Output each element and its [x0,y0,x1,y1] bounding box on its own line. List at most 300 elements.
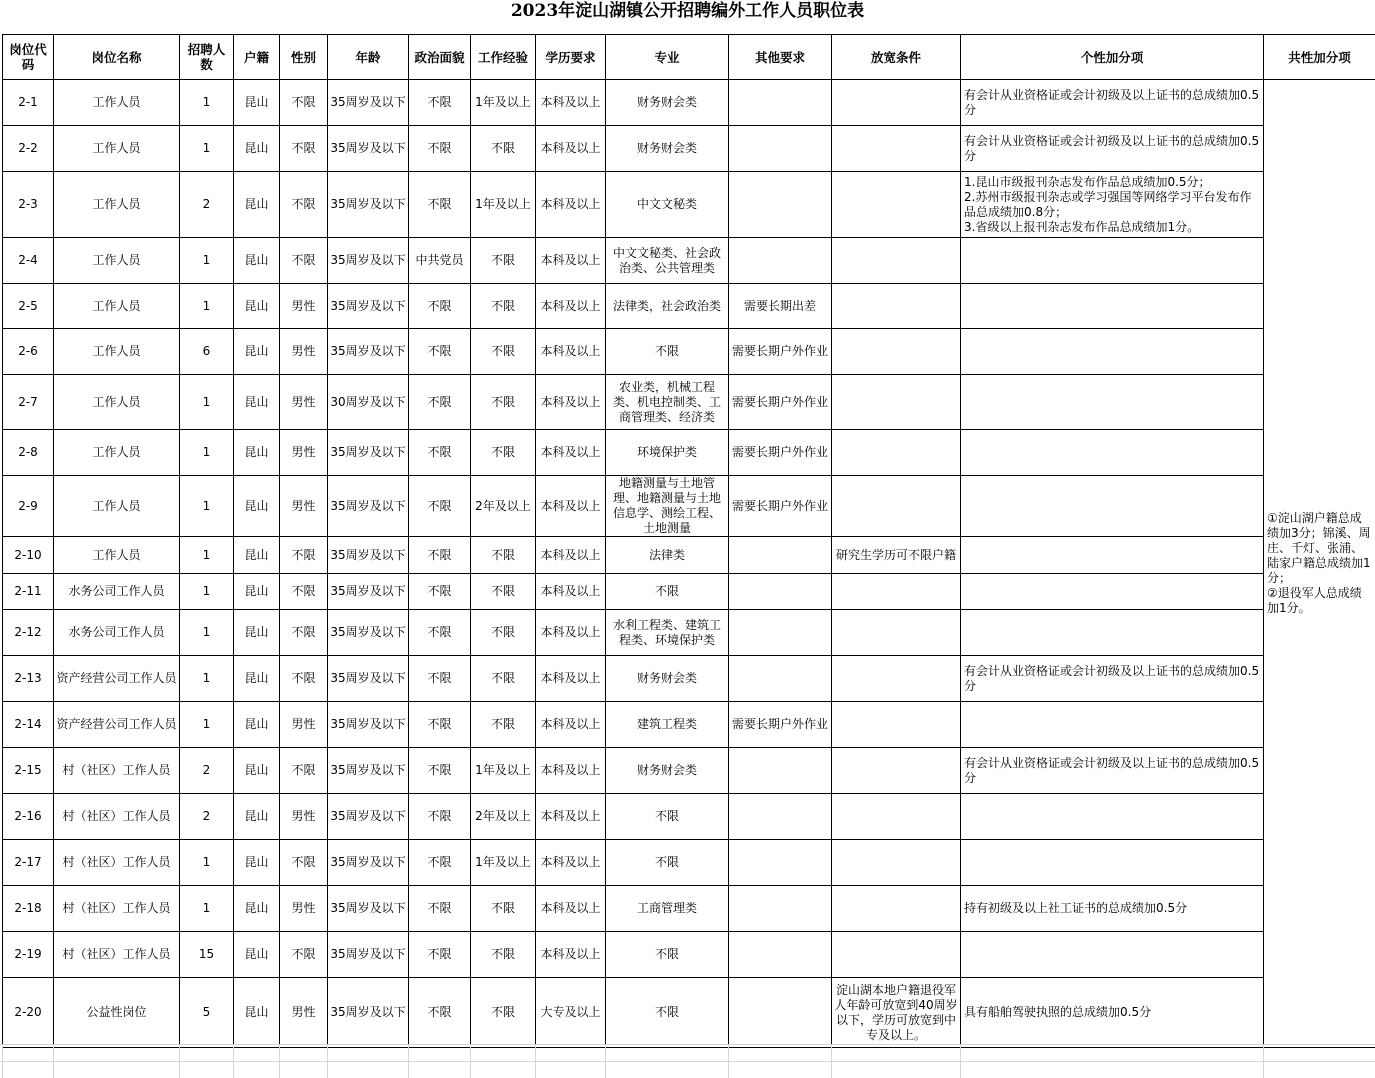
cell-gender: 不限 [280,932,328,978]
cell-experience: 不限 [471,574,536,610]
cell-political: 不限 [409,476,471,537]
cell-age: 35周岁及以下 [328,126,409,172]
cell-count: 1 [180,702,234,748]
cell-hukou: 昆山 [234,476,280,537]
cell-hukou: 昆山 [234,932,280,978]
cell-gender: 不限 [280,610,328,656]
cell-bonus: 有会计从业资格证或会计初级及以上证书的总成绩加0.5分 [961,126,1264,172]
table-body [3,80,1375,1048]
cell-count: 2 [180,172,234,238]
cell-experience: 不限 [471,430,536,476]
cell-bonus [961,476,1264,537]
cell-age: 35周岁及以下 [328,284,409,329]
cell-other: 需要长期户外作业 [729,329,832,375]
cell-age: 35周岁及以下 [328,574,409,610]
table-row [3,537,1375,574]
cell-gender: 男性 [280,476,328,537]
cell-age: 35周岁及以下 [328,794,409,840]
cell-name: 资产经营公司工作人员 [54,702,180,748]
table-row [3,476,1375,537]
cell-count: 5 [180,978,234,1048]
header-name: 岗位名称 [54,35,180,80]
cell-bonus [961,932,1264,978]
cell-political: 不限 [409,886,471,932]
cell-political: 不限 [409,932,471,978]
cell-name: 资产经营公司工作人员 [54,656,180,702]
cell-political: 中共党员 [409,238,471,284]
cell-hukou: 昆山 [234,702,280,748]
cell-age: 35周岁及以下 [328,329,409,375]
cell-age: 35周岁及以下 [328,932,409,978]
cell-hukou: 昆山 [234,537,280,574]
cell-political: 不限 [409,748,471,794]
cell-name: 工作人员 [54,238,180,284]
cell-count: 15 [180,932,234,978]
cell-name: 水务公司工作人员 [54,574,180,610]
cell-other [729,238,832,284]
cell-age: 35周岁及以下 [328,748,409,794]
cell-other [729,80,832,126]
cell-experience: 1年及以上 [471,172,536,238]
cell-code: 2-18 [3,886,54,932]
cell-education: 本科及以上 [536,748,606,794]
table-row [3,794,1375,840]
cell-count: 1 [180,476,234,537]
cell-other [729,978,832,1048]
cell-count: 1 [180,610,234,656]
cell-count: 1 [180,574,234,610]
cell-common-bonus: ①淀山湖户籍总成绩加3分；锦溪、周庄、千灯、张浦、陆家户籍总成绩加1分； ②退役军人总成绩加1分。 [1264,80,1375,1048]
cell-code: 2-14 [3,702,54,748]
cell-major: 环境保护类 [606,430,729,476]
cell-age: 35周岁及以下 [328,172,409,238]
cell-gender: 不限 [280,748,328,794]
cell-major: 财务财会类 [606,656,729,702]
cell-education: 本科及以上 [536,932,606,978]
cell-major: 不限 [606,329,729,375]
cell-other: 需要长期户外作业 [729,702,832,748]
cell-code: 2-3 [3,172,54,238]
cell-relax [832,80,961,126]
cell-bonus: 有会计从业资格证或会计初级及以上证书的总成绩加0.5分 [961,80,1264,126]
cell-code: 2-8 [3,430,54,476]
cell-count: 1 [180,656,234,702]
cell-relax [832,430,961,476]
table-row [3,656,1375,702]
cell-major: 不限 [606,840,729,886]
cell-political: 不限 [409,80,471,126]
cell-age: 35周岁及以下 [328,702,409,748]
cell-code: 2-6 [3,329,54,375]
cell-political: 不限 [409,126,471,172]
cell-relax [832,172,961,238]
cell-name: 村（社区）工作人员 [54,932,180,978]
cell-name: 村（社区）工作人员 [54,794,180,840]
cell-age: 35周岁及以下 [328,476,409,537]
table-row [3,702,1375,748]
cell-other: 需要长期出差 [729,284,832,329]
cell-education: 本科及以上 [536,238,606,284]
table-row [3,172,1375,238]
cell-experience: 不限 [471,329,536,375]
cell-bonus [961,537,1264,574]
cell-other [729,886,832,932]
cell-experience: 不限 [471,886,536,932]
header-common-bonus: 共性加分项 [1264,35,1375,80]
cell-bonus [961,794,1264,840]
cell-experience: 不限 [471,375,536,430]
cell-age: 35周岁及以下 [328,80,409,126]
cell-hukou: 昆山 [234,172,280,238]
cell-count: 1 [180,238,234,284]
cell-bonus [961,574,1264,610]
cell-other: 需要长期户外作业 [729,476,832,537]
cell-name: 村（社区）工作人员 [54,748,180,794]
cell-education: 本科及以上 [536,537,606,574]
cell-code: 2-17 [3,840,54,886]
cell-relax [832,886,961,932]
cell-name: 工作人员 [54,537,180,574]
cell-education: 本科及以上 [536,375,606,430]
cell-code: 2-20 [3,978,54,1048]
cell-gender: 男性 [280,375,328,430]
cell-major: 法律类 [606,537,729,574]
cell-major: 建筑工程类 [606,702,729,748]
cell-other: 需要长期户外作业 [729,375,832,430]
cell-name: 工作人员 [54,172,180,238]
cell-age: 35周岁及以下 [328,656,409,702]
cell-gender: 男性 [280,702,328,748]
cell-name: 工作人员 [54,329,180,375]
cell-name: 工作人员 [54,430,180,476]
cell-relax [832,284,961,329]
cell-relax [832,329,961,375]
header-row [3,35,1375,80]
cell-gender: 男性 [280,886,328,932]
cell-experience: 不限 [471,284,536,329]
cell-major: 财务财会类 [606,80,729,126]
cell-experience: 不限 [471,656,536,702]
cell-major: 地籍测量与土地管理、地籍测量与土地信息学、测绘工程、土地测量 [606,476,729,537]
cell-count: 1 [180,126,234,172]
cell-count: 2 [180,748,234,794]
cell-experience: 不限 [471,702,536,748]
header-age: 年龄 [328,35,409,80]
cell-other [729,172,832,238]
cell-age: 30周岁及以下 [328,375,409,430]
header-gender: 性别 [280,35,328,80]
cell-education: 本科及以上 [536,840,606,886]
cell-name: 工作人员 [54,80,180,126]
cell-gender: 男性 [280,794,328,840]
cell-hukou: 昆山 [234,574,280,610]
cell-gender: 男性 [280,284,328,329]
cell-experience: 1年及以上 [471,840,536,886]
header-education: 学历要求 [536,35,606,80]
cell-name: 公益性岗位 [54,978,180,1048]
table-row [3,978,1375,1048]
cell-education: 本科及以上 [536,574,606,610]
cell-gender: 男性 [280,329,328,375]
cell-code: 2-15 [3,748,54,794]
cell-education: 本科及以上 [536,656,606,702]
cell-name: 工作人员 [54,375,180,430]
header-other: 其他要求 [729,35,832,80]
cell-other [729,932,832,978]
cell-age: 35周岁及以下 [328,978,409,1048]
cell-relax [832,574,961,610]
cell-education: 本科及以上 [536,329,606,375]
cell-experience: 1年及以上 [471,748,536,794]
table-row [3,748,1375,794]
cell-code: 2-9 [3,476,54,537]
cell-experience: 1年及以上 [471,80,536,126]
cell-hukou: 昆山 [234,430,280,476]
cell-gender: 不限 [280,172,328,238]
cell-other [729,794,832,840]
cell-gender: 不限 [280,840,328,886]
cell-age: 35周岁及以下 [328,610,409,656]
cell-education: 本科及以上 [536,610,606,656]
cell-education: 本科及以上 [536,476,606,537]
cell-experience: 不限 [471,978,536,1048]
table-row [3,80,1375,126]
header-political: 政治面貌 [409,35,471,80]
header-major: 专业 [606,35,729,80]
table-row [3,840,1375,886]
cell-education: 本科及以上 [536,80,606,126]
table-row [3,284,1375,329]
cell-hukou: 昆山 [234,656,280,702]
cell-bonus: 持有初级及以上社工证书的总成绩加0.5分 [961,886,1264,932]
cell-political: 不限 [409,430,471,476]
cell-bonus [961,430,1264,476]
cell-major: 农业类，机械工程类、机电控制类、工商管理类、经济类 [606,375,729,430]
cell-political: 不限 [409,172,471,238]
cell-gender: 不限 [280,537,328,574]
cell-hukou: 昆山 [234,886,280,932]
cell-code: 2-19 [3,932,54,978]
cell-relax [832,610,961,656]
cell-relax [832,748,961,794]
cell-relax [832,238,961,284]
cell-bonus: 1.昆山市级报刊杂志发布作品总成绩加0.5分； 2.苏州市级报刊杂志或学习强国等网络学习平台发布作品总成绩加0.8分； 3.省级以上报刊杂志发布作品总成绩加1分。 [961,172,1264,238]
cell-count: 6 [180,329,234,375]
cell-age: 35周岁及以下 [328,840,409,886]
cell-age: 35周岁及以下 [328,430,409,476]
cell-hukou: 昆山 [234,126,280,172]
cell-code: 2-4 [3,238,54,284]
cell-education: 本科及以上 [536,886,606,932]
cell-political: 不限 [409,702,471,748]
cell-hukou: 昆山 [234,284,280,329]
cell-political: 不限 [409,794,471,840]
cell-name: 工作人员 [54,476,180,537]
cell-count: 1 [180,430,234,476]
header-count: 招聘人数 [180,35,234,80]
cell-political: 不限 [409,284,471,329]
cell-education: 大专及以上 [536,978,606,1048]
cell-relax [832,932,961,978]
cell-count: 1 [180,537,234,574]
table-row [3,238,1375,284]
cell-other [729,840,832,886]
cell-political: 不限 [409,656,471,702]
cell-other: 需要长期户外作业 [729,430,832,476]
cell-relax [832,702,961,748]
positions-table [2,34,1375,1048]
cell-name: 村（社区）工作人员 [54,886,180,932]
cell-relax [832,126,961,172]
cell-education: 本科及以上 [536,430,606,476]
cell-relax [832,794,961,840]
cell-name: 村（社区）工作人员 [54,840,180,886]
cell-relax: 淀山湖本地户籍退役军人年龄可放宽到40周岁以下，学历可放宽到中专及以上。 [832,978,961,1048]
cell-code: 2-10 [3,537,54,574]
cell-major: 中文文秘类、社会政治类、公共管理类 [606,238,729,284]
table-row [3,886,1375,932]
cell-major: 法律类，社会政治类 [606,284,729,329]
cell-relax: 研究生学历可不限户籍 [832,537,961,574]
cell-hukou: 昆山 [234,978,280,1048]
cell-education: 本科及以上 [536,126,606,172]
cell-name: 工作人员 [54,284,180,329]
cell-age: 35周岁及以下 [328,886,409,932]
cell-code: 2-13 [3,656,54,702]
cell-other [729,610,832,656]
cell-code: 2-2 [3,126,54,172]
cell-major: 财务财会类 [606,748,729,794]
cell-experience: 不限 [471,238,536,284]
table-row [3,430,1375,476]
cell-bonus: 具有船舶驾驶执照的总成绩加0.5分 [961,978,1264,1048]
cell-hukou: 昆山 [234,840,280,886]
cell-major: 水利工程类、建筑工程类、环境保护类 [606,610,729,656]
cell-gender: 男性 [280,430,328,476]
cell-count: 1 [180,840,234,886]
cell-code: 2-16 [3,794,54,840]
cell-name: 工作人员 [54,126,180,172]
cell-relax [832,840,961,886]
cell-other [729,574,832,610]
cell-political: 不限 [409,537,471,574]
cell-code: 2-7 [3,375,54,430]
cell-political: 不限 [409,610,471,656]
cell-political: 不限 [409,978,471,1048]
cell-hukou: 昆山 [234,375,280,430]
cell-political: 不限 [409,375,471,430]
header-code: 岗位代码 [3,35,54,80]
cell-relax [832,375,961,430]
table-row [3,329,1375,375]
cell-bonus: 有会计从业资格证或会计初级及以上证书的总成绩加0.5分 [961,656,1264,702]
cell-bonus [961,375,1264,430]
cell-relax [832,656,961,702]
cell-bonus [961,840,1264,886]
table-row [3,126,1375,172]
cell-education: 本科及以上 [536,702,606,748]
cell-count: 1 [180,284,234,329]
cell-major: 不限 [606,978,729,1048]
empty-spreadsheet-cols [0,1044,1375,1078]
cell-experience: 不限 [471,537,536,574]
table-row [3,375,1375,430]
cell-hukou: 昆山 [234,80,280,126]
cell-bonus [961,329,1264,375]
cell-education: 本科及以上 [536,172,606,238]
table-row [3,932,1375,978]
cell-experience: 2年及以上 [471,476,536,537]
cell-gender: 不限 [280,238,328,284]
cell-code: 2-11 [3,574,54,610]
cell-education: 本科及以上 [536,794,606,840]
cell-bonus [961,610,1264,656]
cell-other [729,537,832,574]
header-bonus: 个性加分项 [961,35,1264,80]
cell-gender: 不限 [280,80,328,126]
cell-count: 1 [180,375,234,430]
cell-name: 水务公司工作人员 [54,610,180,656]
cell-code: 2-1 [3,80,54,126]
cell-age: 35周岁及以下 [328,238,409,284]
cell-other [729,748,832,794]
cell-bonus: 有会计从业资格证或会计初级及以上证书的总成绩加0.5分 [961,748,1264,794]
cell-relax [832,476,961,537]
cell-age: 35周岁及以下 [328,537,409,574]
cell-major: 不限 [606,794,729,840]
cell-experience: 不限 [471,126,536,172]
cell-gender: 不限 [280,126,328,172]
cell-hukou: 昆山 [234,238,280,284]
cell-gender: 不限 [280,574,328,610]
page-title: 2023年淀山湖镇公开招聘编外工作人员职位表 [510,1,865,21]
cell-political: 不限 [409,329,471,375]
cell-bonus [961,284,1264,329]
cell-other [729,656,832,702]
cell-count: 1 [180,886,234,932]
cell-count: 1 [180,80,234,126]
cell-gender: 不限 [280,656,328,702]
table-row [3,574,1375,610]
header-experience: 工作经验 [471,35,536,80]
cell-hukou: 昆山 [234,610,280,656]
cell-gender: 男性 [280,978,328,1048]
cell-count: 2 [180,794,234,840]
cell-major: 中文文秘类 [606,172,729,238]
cell-hukou: 昆山 [234,794,280,840]
cell-major: 工商管理类 [606,886,729,932]
cell-experience: 不限 [471,610,536,656]
table-row [3,610,1375,656]
cell-political: 不限 [409,574,471,610]
cell-education: 本科及以上 [536,284,606,329]
cell-major: 不限 [606,574,729,610]
cell-hukou: 昆山 [234,329,280,375]
cell-major: 财务财会类 [606,126,729,172]
header-relax: 放宽条件 [832,35,961,80]
cell-other [729,126,832,172]
header-hukou: 户籍 [234,35,280,80]
cell-bonus [961,702,1264,748]
cell-major: 不限 [606,932,729,978]
cell-hukou: 昆山 [234,748,280,794]
cell-experience: 不限 [471,932,536,978]
cell-code: 2-12 [3,610,54,656]
cell-experience: 2年及以上 [471,794,536,840]
cell-code: 2-5 [3,284,54,329]
cell-bonus [961,238,1264,284]
cell-political: 不限 [409,840,471,886]
